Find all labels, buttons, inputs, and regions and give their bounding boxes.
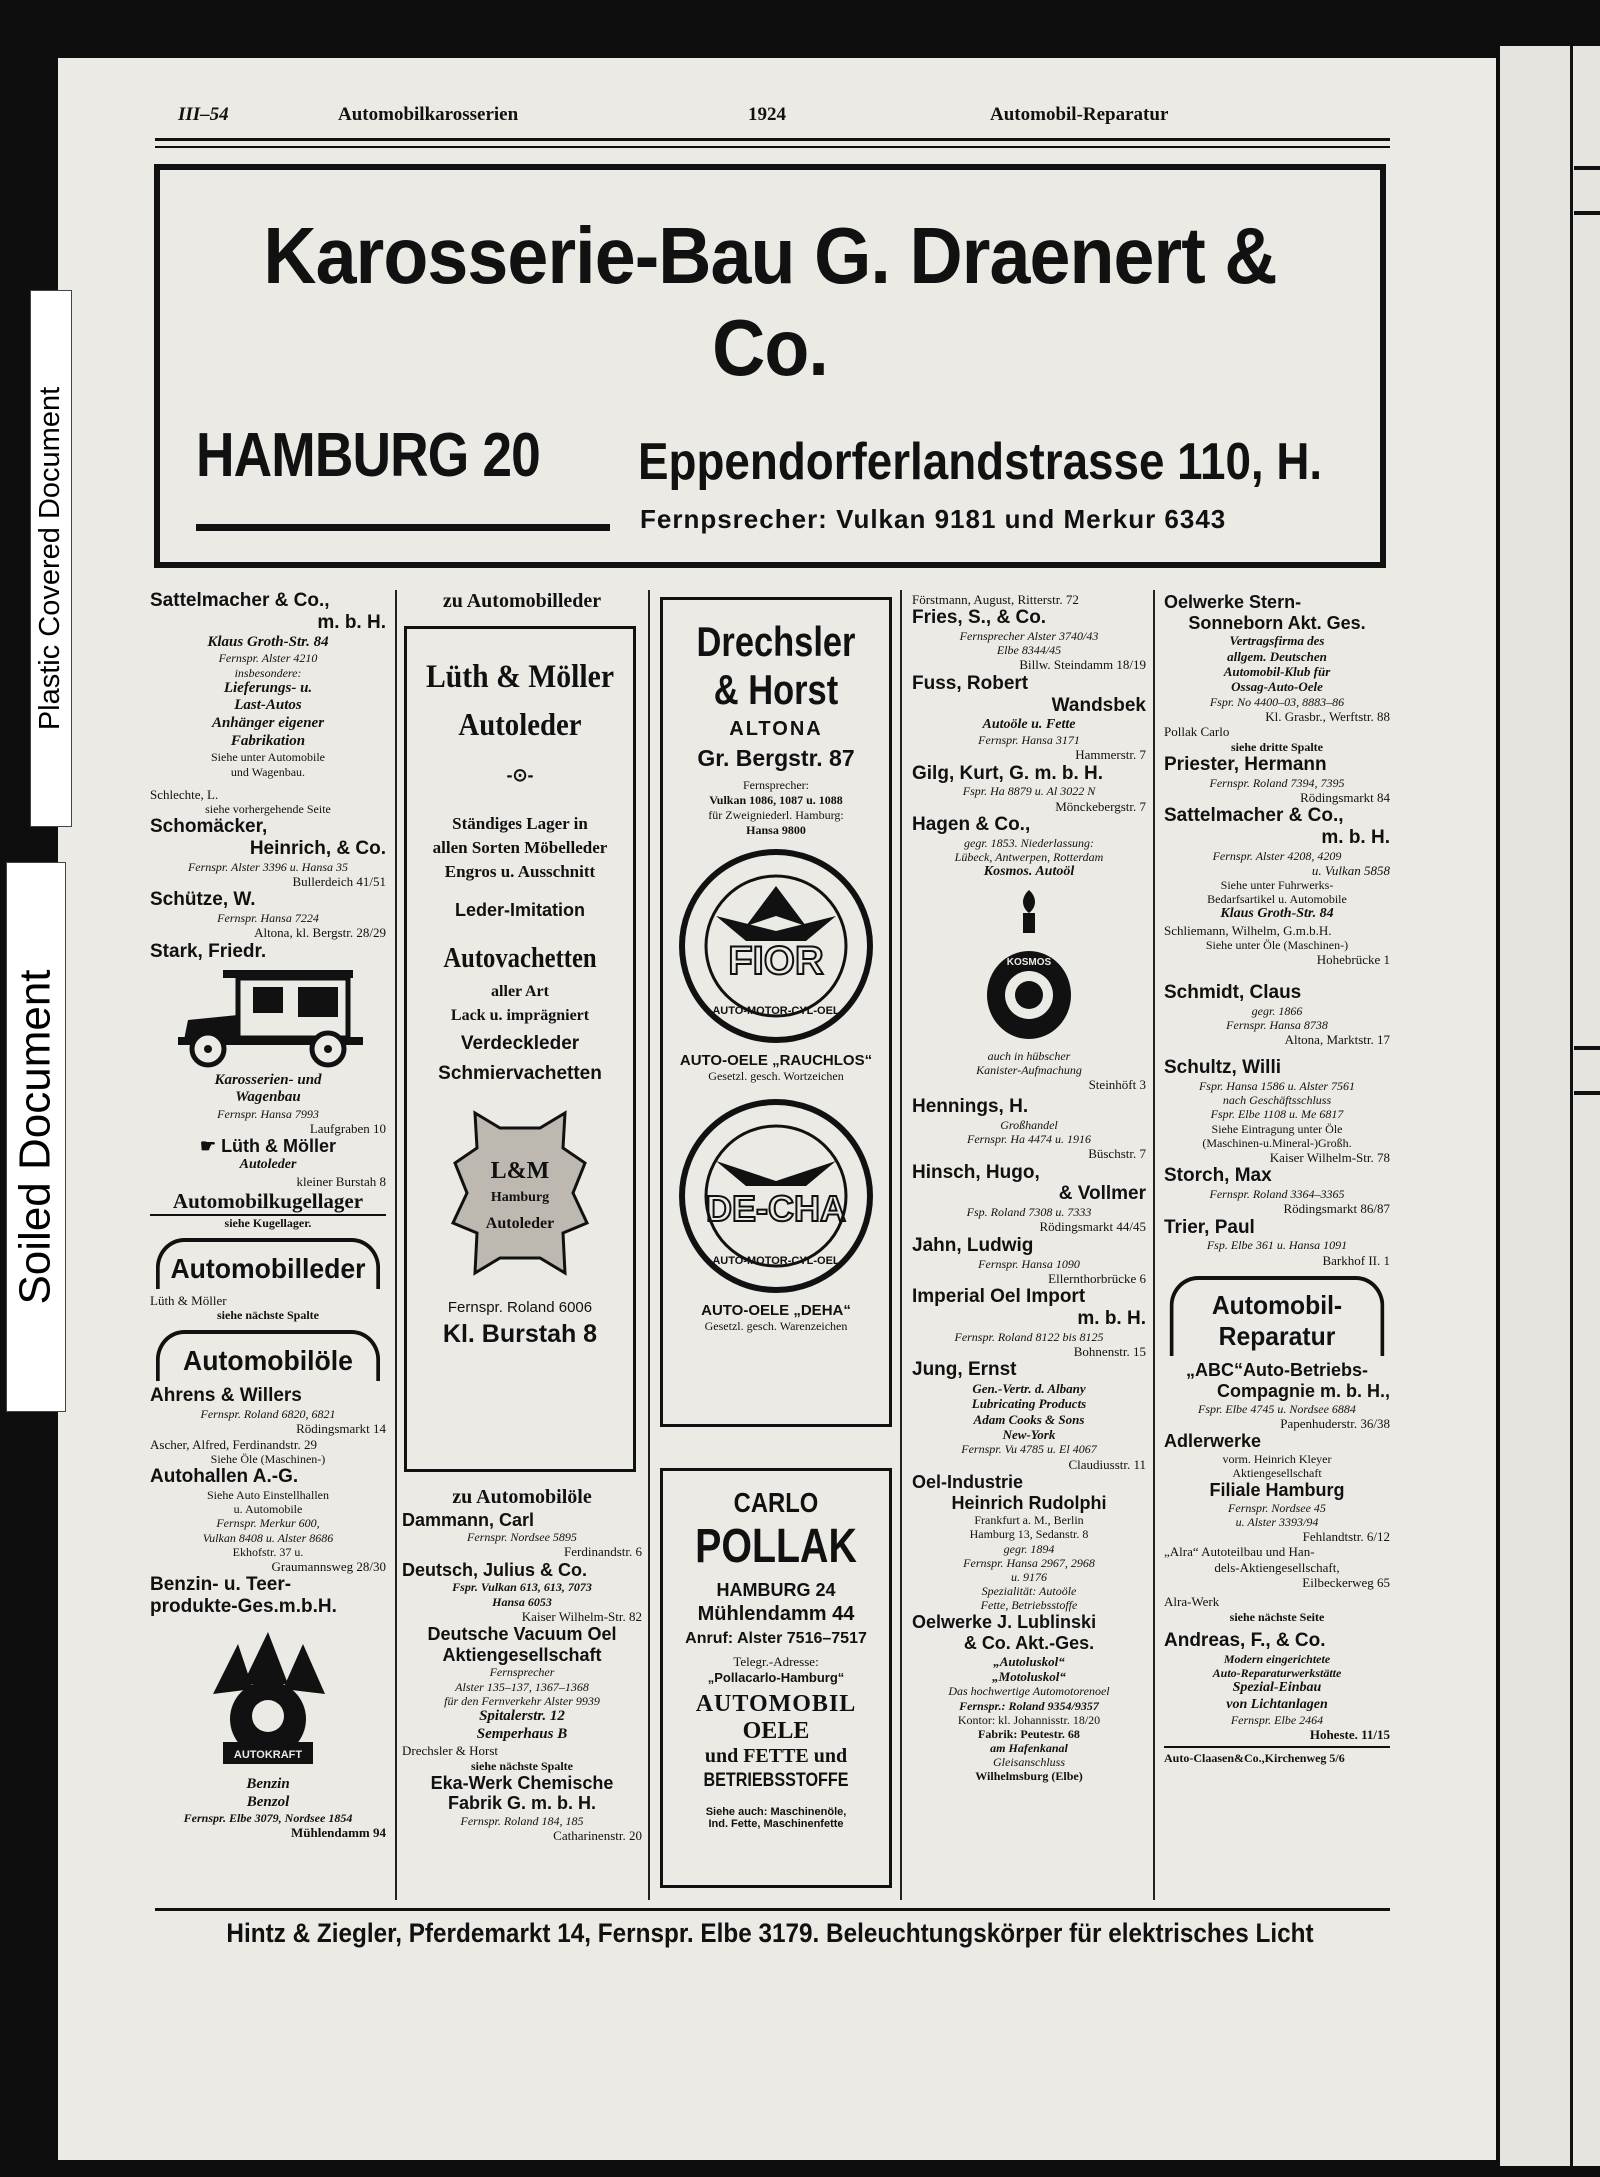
ad-name: Lüth & Möller [425,659,615,695]
listing-line: Das hochwertige Automotorenoel [948,1684,1110,1699]
listing-line: Barkhof II. 1 [1322,1252,1390,1268]
column-rule [900,590,902,1900]
listing-line: Kontor: kl. Johannisstr. 18/20 [957,1712,1101,1727]
listing-line: Drechsler & Horst [402,1743,499,1759]
listing-line: siehe nächste Spalte [217,1308,319,1323]
listing-name: Imperial Oel Import [912,1286,1086,1308]
leather-hide-logo [445,1103,595,1283]
section-heading: Automobilkugellager [150,1189,386,1216]
footer-rule [155,1908,1390,1911]
listing-line: gegr. 1866 [1251,1003,1303,1018]
ad-line: AUTOMOBIL [695,1691,857,1717]
ad-line: Hansa 9800 [746,823,806,837]
listing-name: Adlerwerke [1164,1431,1262,1452]
listing-name: m. b. H. [317,611,386,633]
page-number: III–54 [178,104,229,125]
listing-line: Frankfurt a. M., Berlin [974,1513,1084,1528]
listing-line: Rödingsmarkt 86/87 [1283,1201,1390,1217]
listing-line: (Maschinen-u.Mineral-)Großh. [1202,1135,1352,1150]
listing-line: Autoleder [239,1157,297,1173]
listing-line: Lübeck, Antwerpen, Rotterdam [954,849,1104,864]
banner-city: HAMBURG 20 [196,421,540,490]
listing-line: Spitalerstr. 12 [479,1707,565,1724]
emblem-caption: AUTO-OELE „RAUCHLOS“ [679,1052,873,1069]
listing-line: Klaus Groth-Str. 84 [1220,906,1334,922]
listing-name: Gilg, Kurt, G. m. b. H. [912,762,1104,784]
listing-line: Kanister-Aufmachung [976,1062,1082,1077]
listing-line: Siehe Öle (Maschinen-) [210,1452,326,1467]
header-left-title: Automobilkarosserien [338,104,519,125]
listing-line: Fernspr. Hansa 2967, 2968 [963,1555,1095,1570]
listing-name-text: Lüth & Möller [221,1136,337,1157]
listing-line: Siehe unter Automobile [211,750,325,765]
listing-name: Benzin- u. Teer- [150,1574,292,1596]
listing-line: Lieferungs- u. [223,679,313,696]
listing-line: Fernspr. Vu 4785 u. El 4067 [961,1442,1097,1457]
header-rule [155,146,1390,148]
running-header [170,104,1390,128]
listing-line: Auto-Reparaturwerkstätte [1212,1665,1342,1680]
listing-line: Modern eingerichtete [1223,1651,1331,1666]
listing-line: Siehe Eintragung unter Öle [1211,1121,1343,1136]
listing-line: Fernspr. Alster 4208, 4209 [1212,848,1342,863]
emblem-caption: Gesetzl. gesch. Warenzeichen [704,1319,848,1333]
listing-name: Sattelmacher & Co., [150,590,330,611]
emblem-caption: Gesetzl. gesch. Wortzeichen [708,1069,844,1083]
section-heading-box: Automobilleder [156,1238,380,1289]
ad-line: allen Sorten Möbelleder [432,838,608,857]
listing-line: Siehe unter Fuhrwerks- [1220,878,1334,893]
ad-line: und FETTE und [704,1745,848,1767]
ad-line: Anruf: Alster 7516–7517 [685,1630,867,1647]
emblem-caption: AUTO-OELE „DEHA“ [701,1302,851,1319]
ad-name: Drechsler [696,618,856,665]
listing-line: Siehe Auto Einstellhallen [207,1488,329,1503]
listing-line: Aktiengesellschaft [1232,1465,1322,1480]
listing-line: Schlechte, L. [150,786,219,802]
listing-line: Fernspr. Roland 3364–3365 [1209,1187,1345,1202]
listing-line: Fernspr. Hansa 3171 [978,733,1080,748]
column-rule [395,590,397,1900]
listing-line: Lüth & Möller [150,1292,227,1308]
header-right-title: Automobil-Reparatur [990,104,1169,125]
listing-name: Oelwerke J. Lublinski [912,1612,1097,1633]
listing-line: u. 9176 [1011,1569,1047,1584]
listing-line: Bullerdeich 41/51 [292,874,386,890]
listing-line: Fernsprecher Alster 3740/43 [959,629,1099,644]
listing-line: „Alra“ Autoteilbau und Han- [1164,1544,1315,1560]
listing-name: Storch, Max [1164,1165,1272,1187]
listing-name: Fries, S., & Co. [912,607,1047,629]
listing-line: Fernspr. Nordsee 45 [1228,1500,1326,1515]
banner-city-underline [196,524,610,531]
listing-name: Wandsbek [1051,694,1146,716]
listing-line: Büschstr. 7 [1088,1146,1146,1162]
listing-line: Fernspr. Hansa 7224 [217,911,319,926]
listing-name: Jung, Ernst [912,1359,1017,1381]
listing-line: allgem. Deutschen [1227,648,1327,664]
listing-line: siehe nächste Spalte [471,1758,573,1773]
listing-line: Alster 135–137, 1367–1368 [455,1679,589,1694]
listing-line: Rödingsmarkt 14 [296,1421,386,1437]
listing-name [150,1136,386,1157]
ad-line: HAMBURG 24 [716,1580,836,1600]
listing-name: & Co. Akt.-Ges. [963,1633,1095,1654]
listing-name: Sonneborn Akt. Ges. [1188,612,1366,633]
listing-line: Fernspr. Nordsee 5895 [467,1530,577,1545]
listing-line: am Hafenkanal [990,1741,1068,1756]
listing-line: Steinhöft 3 [1088,1076,1146,1092]
listing-line: Benzin [246,1775,290,1792]
listing-line: vorm. Heinrich Kleyer [1222,1451,1332,1466]
ad-line: Autovachetten [443,943,597,974]
listing-line: Hamburg 13, Sedanstr. 8 [969,1527,1089,1542]
section-heading-line: Reparatur [1218,1321,1336,1352]
draenert-banner-ad [154,164,1386,568]
listing-line: Fabrikation [230,732,306,749]
ad-line: BETRIEBSSTOFFE [703,1770,849,1791]
facing-page-rule [1574,166,1600,170]
listing-name: „ABC“Auto-Betriebs- [1186,1360,1368,1381]
soiled-document-tab [6,862,66,1412]
emblem-ring-text: AUTO-MOTOR-CYL-OEL [712,1005,840,1017]
ad-name: & Horst [713,666,839,713]
hand-pointer-icon: ☛ [199,1136,222,1157]
listing-name: Ahrens & Willers [150,1385,302,1407]
ad-line: Fernsprecher: [743,778,809,792]
listing-line: Fspr. Elbe 1108 u. Me 6817 [1210,1107,1344,1122]
listing-line: Fernsprecher [489,1665,555,1680]
facing-page-rule [1574,211,1600,215]
listing-name: m. b. H. [1077,1307,1146,1329]
plastic-covered-tab [30,290,72,827]
listing-line: Benzol [246,1793,290,1810]
listing-name: & Vollmer [1058,1183,1146,1205]
ad-line: Mühlendamm 44 [697,1603,855,1625]
listing-line: Fernspr.: Roland 9354/9357 [959,1698,1099,1713]
listing-line: Mönckebergstr. 7 [1055,798,1146,814]
ad-address: Gr. Bergstr. 87 [697,745,855,771]
listing-line: Fernspr. Elbe 3079, Nordsee 1854 [183,1811,353,1826]
listing-line: Ellernthorbrücke 6 [1048,1270,1146,1286]
hide-logo-word: Autoleder [485,1215,555,1232]
listing-line: u. Alster 3393/94 [1235,1514,1319,1529]
listing-line: Autoöle u. Fette [982,716,1076,732]
listing-line: Kl. Grasbr., Werftstr. 88 [1265,708,1390,724]
listing-name: Trier, Paul [1164,1216,1255,1238]
listing-line: Fspr. Elbe 4745 u. Nordsee 6884 [1198,1401,1356,1416]
listing-line: Rödingsmarkt 44/45 [1039,1219,1146,1235]
listing-address: Klaus Groth-Str. 84 [207,633,329,650]
hide-logo-mark: L&M [490,1158,550,1184]
banner-phone: Fernpsrecher: Vulkan 9181 und Merkur 6343 [640,504,1227,534]
listing-name: Heinrich, & Co. [249,838,386,860]
ad-line: CARLO [733,1487,819,1518]
listing-line: Fspr. Hansa 1586 u. Alster 7561 [1198,1079,1356,1094]
listing-line: Fernspr. Merkur 600, [216,1516,320,1531]
section-heading-box: Automobilöle [156,1330,380,1381]
header-rule [155,138,1390,141]
listing-line: und Wagenbau. [230,764,306,779]
column-1 [150,590,386,1841]
listing-line: Kaiser Wilhelm-Str. 82 [521,1608,642,1624]
listing-line: Altona, kl. Bergstr. 28/29 [254,925,386,941]
banner-street: Eppendorferlandstrasse 110, H. [638,433,1323,491]
listing-line: Altona, Marktstr. 17 [1284,1031,1390,1047]
ad-line: Lack u. imprägniert [450,1007,590,1024]
listing-name: Eka-Werk Chemische [430,1772,614,1793]
ad-line: OELE [742,1718,810,1744]
section-heading: zu Automobilöle [452,1486,592,1508]
listing-line: Eilbeckerweg 65 [1302,1575,1390,1591]
column-rule [1153,590,1155,1900]
facing-page-rule [1574,1091,1600,1095]
listing-line: dels-Aktiengesellschaft, [1214,1559,1340,1575]
listing-line: Catharinenstr. 20 [553,1828,642,1844]
listing-name: Hennings, H. [912,1096,1029,1118]
listing-line: Hansa 6053 [492,1594,552,1609]
listing-line: Bohnenstr. 15 [1073,1343,1146,1359]
listing-line: Papenhuderstr. 36/38 [1280,1415,1390,1431]
listing-line: Schliemann, Wilhelm, G.m.b.H. [1164,922,1332,938]
listing-line: Fernspr. Roland 7394, 7395 [1209,775,1345,790]
ad-line: Verdeckleder [460,1033,580,1054]
drechsler-horst-ad [660,597,892,1427]
listing-name: Andreas, F., & Co. [1164,1629,1326,1651]
listing-line: Gen.-Vertr. d. Albany [972,1381,1086,1397]
listing-line: Fernspr. Ha 4474 u. 1916 [966,1132,1091,1147]
listing-name: Dammann, Carl [402,1509,535,1530]
listing-line: Spezial-Einbau [1232,1680,1322,1696]
listing-line: Wagenbau [235,1089,301,1106]
listing-name: Schütze, W. [150,889,256,911]
ad-subtitle: Autoleder [458,706,582,742]
listing-line: Laufgraben 10 [309,1121,386,1137]
ad-line: Ständiges Lager in [452,814,588,833]
ad-line: aller Art [491,983,549,1000]
hintz-ziegler-footer-ad: Hintz & Ziegler, Pferdemarkt 14, Fernspr. Elbe 3179. Beleuchtungskörper für elektrisches Licht [226,1918,1314,1948]
listing-line: New-York [1002,1427,1056,1443]
listing-line: siehe dritte Spalte [1231,739,1323,754]
listing-line: Fsp. Elbe 361 u. Hansa 1091 [1206,1238,1348,1253]
listing-line: siehe nächste Seite [1229,1609,1325,1624]
listing-line: Ascher, Alfred, Ferdinandstr. 29 [150,1436,318,1452]
listing-line: Vertragsfirma des [1229,633,1325,649]
listing-line: Rödingsmarkt 84 [1300,789,1390,805]
listing-line: Fspr. No 4400–03, 8883–86 [1209,694,1345,709]
listing-line: Alra-Werk [1164,1594,1220,1610]
listing-line: Fernspr. Roland 8122 bis 8125 [954,1329,1104,1344]
ad-line: Telegr.-Adresse: [733,1654,819,1669]
listing-line: Fspr. Ha 8879 u. Al 3022 N [962,784,1096,799]
plastic-covered-label: Plastic Covered Document [34,386,67,731]
kosmos-logo-text: KOSMOS [1006,956,1052,968]
listing-name: Jahn, Ludwig [912,1234,1034,1256]
car-icon [168,965,368,1070]
listing-line: Förstmann, August, Ritterstr. 72 [912,592,1079,607]
listing-line: Großhandel [1000,1117,1058,1132]
listing-name: Sattelmacher & Co., [1164,804,1344,826]
ad-phone: Fernspr. Roland 6006 [447,1299,593,1316]
listing-name: Priester, Hermann [1164,753,1327,775]
listing-name: Aktiengesellschaft [442,1644,602,1665]
column-rule [648,590,650,1900]
listing-line: Semperhaus B [476,1725,568,1742]
ad-line: für Zweigniederl. Hamburg: [708,808,844,822]
listing-line: auch in hübscher [987,1048,1071,1063]
header-year: 1924 [748,104,786,125]
listing-line: Auto-Claasen&Co.,Kirchenweg 5/6 [1164,1746,1390,1765]
column-2 [402,590,642,614]
ad-line: „Pollacarlo-Hamburg“ [707,1670,845,1685]
column-5 [1164,592,1390,1765]
listing-line: Fette, Betriebsstoffe [980,1598,1078,1613]
listing-line: Fehlandtstr. 6/12 [1302,1529,1390,1545]
listing-line: Karosserien- und [214,1071,322,1088]
listing-line: Automobil-Klub für [1223,664,1331,680]
listing-name: Hagen & Co., [912,813,1031,835]
lueth-moeller-ad [404,626,636,1472]
listing-name: Compagnie m. b. H., [1216,1380,1390,1401]
ad-line: Engros u. Ausschnitt [444,862,596,881]
listing-line: Billw. Steindamm 18/19 [1019,657,1146,673]
listing-line: Fernspr. Alster 3396 u. Hansa 35 [187,859,349,874]
listing-line: Kosmos. Autoöl [983,863,1075,879]
listing-line: von Lichtanlagen [1226,1696,1328,1712]
listing-line: Fernspr. Hansa 1090 [978,1256,1080,1271]
ad-line: Siehe auch: Maschinenöle, [705,1806,847,1818]
listing-line: Hohebrücke 1 [1316,952,1390,968]
listing-name: Oelwerke Stern- [1164,592,1302,612]
listing-line: insbesondere: [234,665,302,680]
listing-line: Fernspr. Elbe 2464 [1230,1713,1324,1728]
listing-line: Ferdinandstr. 6 [564,1544,642,1560]
listing-line: gegr. 1853. Niederlassung: [964,835,1094,850]
listing-line: Wilhelmsburg (Elbe) [975,1769,1083,1784]
listing-line: Gleisanschluss [993,1755,1065,1770]
ad-address: Kl. Burstah 8 [442,1320,598,1348]
emblem-word: FIOR [728,939,824,983]
listing-line: „Motoluskol“ [992,1669,1066,1685]
kosmos-can-icon [979,885,1079,1045]
listing-line: u. Vulkan 5858 [1311,862,1390,878]
listing-name: Autohallen A.-G. [150,1466,299,1488]
ad-line: Ind. Fette, Maschinenfette [708,1818,844,1830]
listing-line: nach Geschäftsschluss [1222,1093,1332,1108]
column-2-lower [402,1486,642,1844]
ad-city: ALTONA [729,718,823,740]
soiled-document-label: Soiled Document [11,969,61,1305]
listing-line: Lubricating Products [971,1396,1087,1412]
listing-line: für den Fernverkehr Alster 9939 [444,1693,600,1708]
hide-logo-city: Hamburg [490,1190,550,1205]
column-4 [912,592,1146,1784]
listing-name: Schultz, Willi [1164,1057,1281,1079]
listing-line: Fspr. Vulkan 613, 613, 7073 [452,1580,592,1595]
autokraft-logo-text: AUTOKRAFT [233,1748,303,1761]
carlo-pollak-ad [660,1468,892,1888]
listing-line: Fabrik: Peutestr. 68 [978,1726,1080,1741]
listing-line: Siehe unter Öle (Maschinen-) [1205,938,1349,953]
listing-line: Claudiusstr. 11 [1068,1456,1146,1472]
listing-line: Spezialität: Autoöle [981,1584,1077,1599]
section-heading-box [1170,1276,1385,1356]
listing-line: siehe Kugellager. [224,1215,312,1230]
listing-line: Elbe 8344/45 [996,643,1062,658]
section-heading: zu Automobilleder [442,590,602,612]
listing-name: Schmidt, Claus [1164,981,1302,1003]
listing-line: siehe vorhergehende Seite [205,802,331,817]
listing-name: Heinrich Rudolphi [951,1492,1107,1513]
listing-line: Fsp. Roland 7308 u. 7333 [966,1205,1092,1220]
facing-page-rule [1570,46,1573,2166]
listing-name: Schomäcker, [150,816,268,838]
emblem-ring-text: AUTO-MOTOR-CYL-OEL [712,1255,840,1267]
listing-line: „Autoluskol“ [993,1653,1065,1669]
emblem-word: DE-CHA [706,1188,846,1229]
decha-emblem [676,1096,876,1296]
autokraft-logo [193,1624,343,1774]
listing-name: Fuss, Robert [912,672,1029,694]
listing-line: Fernspr. Hansa 7993 [217,1106,319,1121]
listing-line: Last-Autos [234,697,302,714]
listing-name: Stark, Friedr. [150,940,267,962]
listing-name: Oel-Industrie [912,1471,1024,1492]
listing-name: Hinsch, Hugo, [912,1161,1040,1183]
listing-line: Mühlendamm 94 [291,1825,386,1841]
listing-line: Fernspr. Hansa 8738 [1226,1017,1328,1032]
listing-name: m. b. H. [1321,826,1390,848]
listing-name: produkte-Ges.m.b.H. [150,1596,337,1618]
listing-line: gegr. 1894 [1003,1541,1055,1556]
listing-line: u. Automobile [233,1502,303,1517]
listing-name: Deutsche Vacuum Oel [427,1624,617,1645]
listing-line: Pollak Carlo [1164,724,1230,740]
listing-line: Fernspr. Roland 6820, 6821 [200,1407,336,1422]
listing-line: Hoheste. 11/15 [1309,1727,1390,1743]
listing-line: Bedarfsartikel u. Automobile [1207,892,1347,907]
listing-line: Fernspr. Alster 4210 [218,651,318,666]
listing-line: Ekhofstr. 37 u. [232,1544,304,1559]
listing-line: Fernspr. Roland 184, 185 [460,1814,584,1829]
fior-emblem [676,846,876,1046]
listing-line: Anhänger eigener [211,715,325,732]
listing-name: Filiale Hamburg [1209,1480,1345,1501]
listing-name: Fabrik G. m. b. H. [447,1793,597,1814]
section-heading-line: Automobil- [1211,1289,1343,1320]
listing-line: Adam Cooks & Sons [973,1411,1085,1427]
ad-line: Vulkan 1086, 1087 u. 1088 [709,793,843,807]
listing-line: Hammerstr. 7 [1075,747,1146,763]
ad-name: POLLAK [695,1520,857,1573]
listing-line: kleiner Burstah 8 [296,1173,386,1189]
ad-line: Leder-Imitation [454,900,585,920]
ad-ornament: -⊙- [506,765,534,785]
listing-line: Graumannsweg 28/30 [271,1558,386,1574]
listing-line: Ossag-Auto-Oele [1231,679,1323,695]
listing-line: Kaiser Wilhelm-Str. 78 [1269,1149,1390,1165]
facing-page-edge [1500,46,1600,2166]
listing-line: Vulkan 8408 u. Alster 8686 [202,1530,334,1545]
facing-page-rule [1574,1046,1600,1050]
ad-line: Schmiervachetten [438,1063,602,1084]
listing-name: Deutsch, Julius & Co. [402,1559,588,1580]
banner-title: Karosserie-Bau G. Draenert & Co. [263,211,1277,392]
